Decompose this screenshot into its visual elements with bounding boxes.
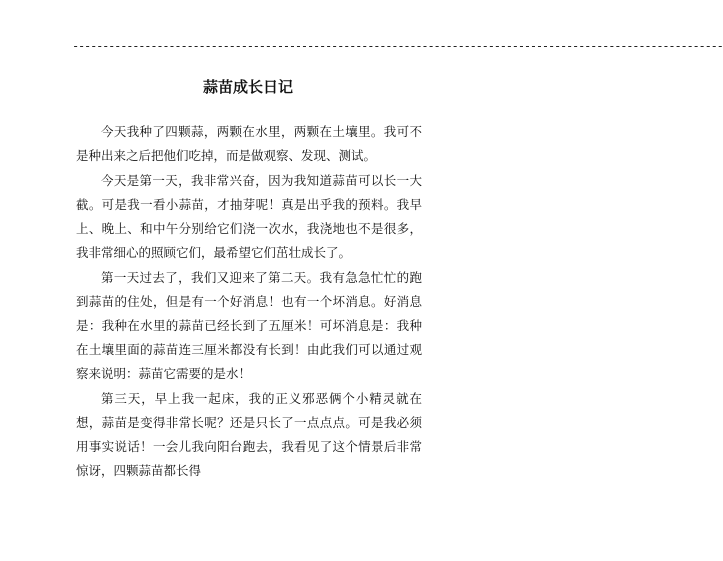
paragraph-1: 今天我种了四颗蒜，两颗在水里，两颗在土壤里。我可不是种出来之后把他们吃掉，而是做观察、发现、测试。 (76, 124, 422, 163)
document-title: 蒜苗成长日记 (202, 78, 293, 96)
document-body (76, 120, 422, 484)
paragraph-2: 今天是第一天，我非常兴奋，因为我知道蒜苗可以长一大截。可是我一看小蒜苗，才抽芽呢！真是出乎我的预料。我早上、晚上、和中午分别给它们浇一次水，我浇地也不是很多，我非常细心的照顾它们，最希望它们茁壮成长了。 (76, 173, 422, 260)
paragraph-4: 第三天，早上我一起床，我的正义邪恶俩个小精灵就在想，蒜苗是变得非常长呢？还是只长了一点点点。可是我必须用事实说话！一会儿我向阳台跑去，我看见了这个情景后非常惊讶，四颗蒜苗都长得 (76, 391, 422, 478)
header-dashed-rule: ------------------------------------------------------------------------------------------------------------ (72, 39, 723, 53)
paragraph-3: 第一天过去了，我们又迎来了第二天。我有急急忙忙的跑到蒜苗的住处，但是有一个好消息！也有一个坏消息。好消息是：我种在水里的蒜苗已经长到了五厘米！可坏消息是：我种在土壤里面的蒜苗连三厘米都没有长到！由此我们可以通过观察来说明：蒜苗它需要的是水！ (76, 270, 422, 381)
